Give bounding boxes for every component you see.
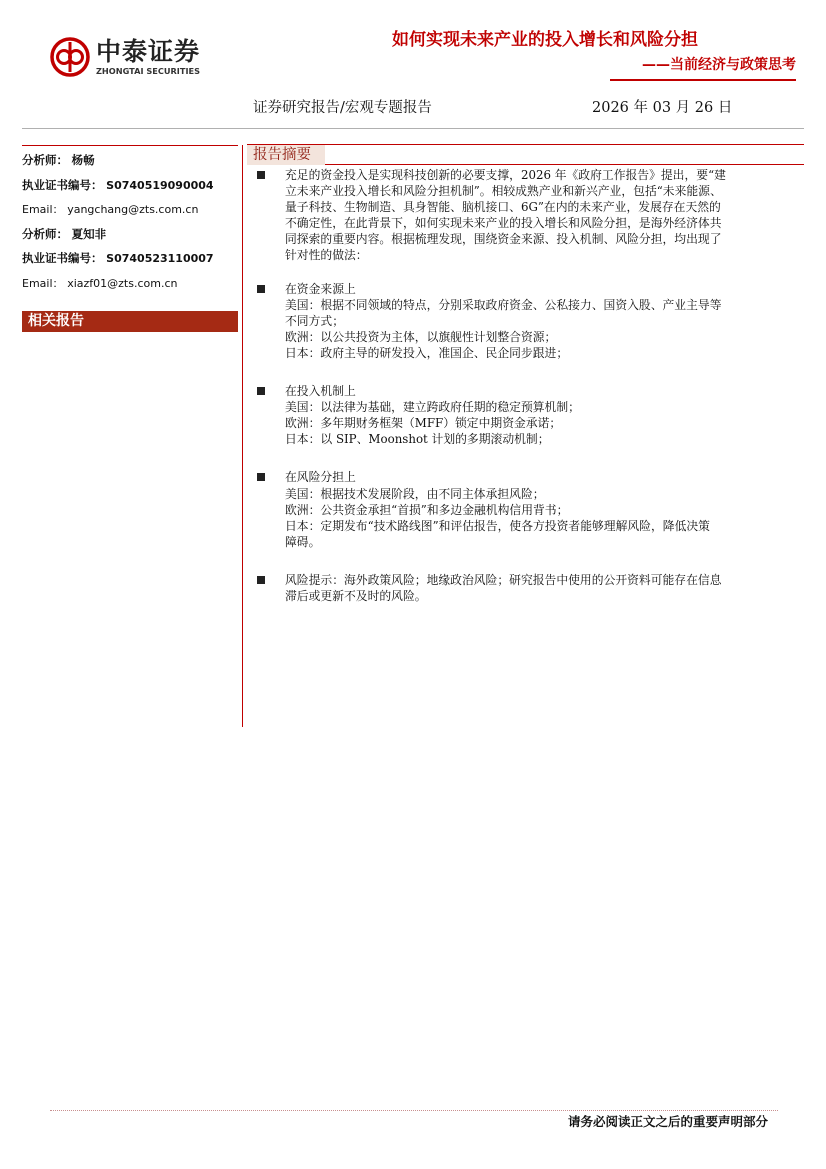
analyst-info — [22, 150, 238, 297]
abstract-header — [247, 144, 804, 165]
analyst-1-cert-row — [22, 175, 238, 200]
cert-label: 执业证书编号： — [22, 177, 103, 192]
text-line: 欧洲：公共资金承担“首损”和多边金融机构信用背书； — [285, 502, 569, 517]
footer-divider — [50, 1110, 778, 1112]
logo-english-name: ZHONGTAI SECURITIES — [96, 66, 200, 76]
square-bullet-icon — [257, 285, 265, 293]
cert-number: S0740519090004 — [106, 178, 214, 192]
square-bullet-icon — [257, 387, 265, 395]
analyst-name: 杨畅 — [71, 153, 95, 167]
analyst-label: 分析师： — [22, 153, 68, 167]
text-line: 在风险分担上 — [285, 470, 356, 485]
text-line: 美国：以法律为基础，建立跨政府任期的稳定预算机制； — [285, 400, 580, 415]
abstract-paragraph — [256, 572, 801, 604]
text-line: 日本：政府主导的研发投入，准国企、民企同步跟进； — [285, 345, 569, 360]
text-line: 量子科技、生物制造、具身智能、脑机接口、6G”在内的未来产业，发展存在天然的 — [285, 200, 721, 215]
email-label: Email： — [22, 276, 64, 290]
email-link[interactable]: yangchang@zts.com.cn — [67, 203, 199, 216]
text-line: 美国：根据不同领域的特点，分别采取政府资金、公私接力、国资入股、产业主导等 — [285, 297, 722, 312]
square-bullet-icon — [257, 576, 265, 584]
analyst-2-cert-row — [22, 248, 238, 273]
text-line: 美国：根据技术发展阶段，由不同主体承担风险； — [285, 486, 545, 501]
subtitle-underline — [610, 79, 796, 81]
email-link[interactable]: xiazf01@zts.com.cn — [67, 276, 178, 290]
cert-label: 执业证书编号： — [22, 251, 103, 265]
text-line: 立未来产业投入增长和风险分担机制”。相较成熟产业和新兴产业，包括“未来能源、 — [285, 184, 722, 199]
related-reports-header: 相关报告 — [22, 311, 238, 332]
report-title: 如何实现未来产业的投入增长和风险分担 — [392, 30, 698, 50]
text-line: 滞后或更新不及时的风险。 — [285, 588, 427, 603]
abstract-paragraph — [256, 281, 801, 361]
footer-disclaimer: 请务必阅读正文之后的重要声明部分 — [567, 1114, 768, 1129]
text-line: 不同方式； — [285, 313, 344, 328]
company-logo — [50, 37, 220, 79]
cert-number: S0740523110007 — [106, 252, 214, 265]
square-bullet-icon — [257, 473, 265, 481]
text-line: 在资金来源上 — [285, 281, 356, 296]
report-subtitle: ——当前经济与政策思考 — [642, 57, 796, 73]
abstract-paragraph — [256, 167, 801, 264]
analyst-1-name-row — [22, 150, 238, 175]
analyst-name: 夏知非 — [71, 226, 107, 241]
text-line: 同探索的重要内容。根据梳理发现，围绕资金来源、投入机制、风险分担，均出现了 — [285, 232, 722, 247]
text-line: 充足的资金投入是实现科技创新的必要支撑，2026 年《政府工作报告》提出，要“建 — [285, 168, 726, 182]
analyst-2-email-row — [22, 273, 238, 298]
sidebar-top-rule — [22, 145, 238, 146]
abstract-body — [256, 167, 801, 621]
text-line: 欧洲：多年期财务框架（MFF）锁定中期资金承诺； — [285, 416, 562, 431]
text-line: 针对性的做法： — [285, 248, 368, 263]
text-line: 欧洲：以公共投资为主体，以旗舰性计划整合资源； — [285, 329, 557, 344]
square-bullet-icon — [257, 171, 265, 179]
analyst-1-email-row — [22, 199, 238, 224]
zhongtai-logo-icon — [50, 37, 90, 77]
email-label: Email： — [22, 203, 64, 216]
logo-chinese-name: 中泰证券 — [96, 37, 201, 66]
text-line: 不确定性，在此背景下，如何实现未来产业的投入增长和风险分担，是海外经济体共 — [285, 216, 722, 231]
report-type: 证券研究报告/宏观专题报告 — [253, 100, 432, 116]
report-date: 2026 年 03 月 26 日 — [592, 100, 733, 116]
abstract-heading: 报告摘要 — [247, 145, 325, 165]
abstract-paragraph — [256, 469, 801, 549]
analyst-label: 分析师： — [22, 226, 68, 241]
analyst-2-name-row — [22, 224, 238, 249]
text-line: 在投入机制上 — [285, 384, 356, 399]
text-line: 日本：定期发布“技术路线图”和评估报告，使各方投资者能够理解风险，降低决策 — [285, 518, 710, 533]
text-line: 风险提示：海外政策风险；地缘政治风险；研究报告中使用的公开资料可能存在信息 — [285, 572, 722, 587]
text-line: 障碍。 — [285, 534, 321, 549]
text-line: 日本：以 SIP、Moonshot 计划的多期滚动机制； — [285, 432, 550, 447]
abstract-paragraph — [256, 383, 801, 447]
column-divider — [242, 145, 243, 727]
header-divider — [22, 128, 804, 129]
